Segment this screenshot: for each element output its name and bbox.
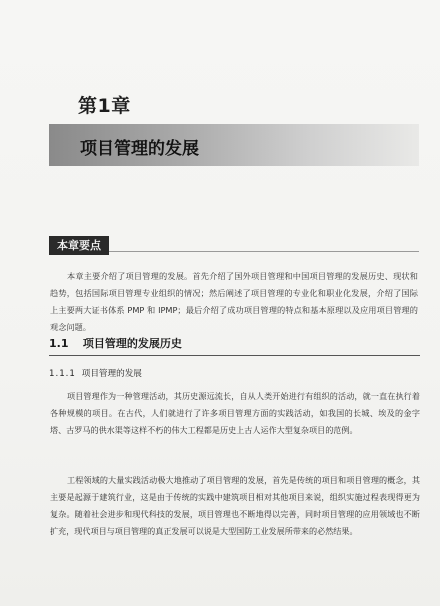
section-number: 1.1	[49, 337, 69, 350]
section-heading	[49, 335, 420, 351]
section-title: 项目管理的发展历史	[82, 337, 182, 350]
body-paragraph-1: 项目管理作为一种管理活动，其历史源远流长，自从人类开始进行有组织的活动，就一直在执行着各种规模的项目。在古代，人们就进行了许多项目管理方面的实践活动，如我国的长城、埃及的金字塔、古罗马的供水渠等这样不朽的伟大工程都是历史上古人运作大型复杂项目的范例。	[50, 391, 420, 435]
keypoints-divider	[109, 251, 419, 252]
keypoints-label: 本章要点	[49, 236, 109, 255]
subsection-number: 1.1.1	[49, 369, 76, 379]
subsection-title: 项目管理的发展	[81, 369, 142, 379]
keypoints-summary: 本章主要介绍了项目管理的发展。首先介绍了国外项目管理和中国项目管理的发展历史、现状和趋势，包括国际项目管理专业组织的情况；然后阐述了项目管理的专业化和职业化发展，介绍了国际上主要两大证书体系 PMP 和 IPMP；最后介绍了成功项目管理的特点和基本原理以及应用项目管理的观念问题。	[50, 271, 418, 332]
subsection-heading	[49, 367, 142, 379]
chapter-title: 项目管理的发展	[80, 139, 199, 159]
body-paragraph-2: 工程领域的大量实践活动极大地推动了项目管理的发展，首先是传统的项目和项目管理的概念，其主要是起源于建筑行业，这是由于传统的实践中建筑项目相对其他项目来说，组织实施过程表现得更为复杂。随着社会进步和现代科技的发展，项目管理也不断地得以完善，同时项目管理的应用领域也不断扩充，现代项目与项目管理的真正发展可以说是大型国防工业发展所带来的必然结果。	[50, 475, 420, 536]
chapter-number: 第1章	[78, 95, 131, 117]
section-divider	[49, 355, 420, 356]
